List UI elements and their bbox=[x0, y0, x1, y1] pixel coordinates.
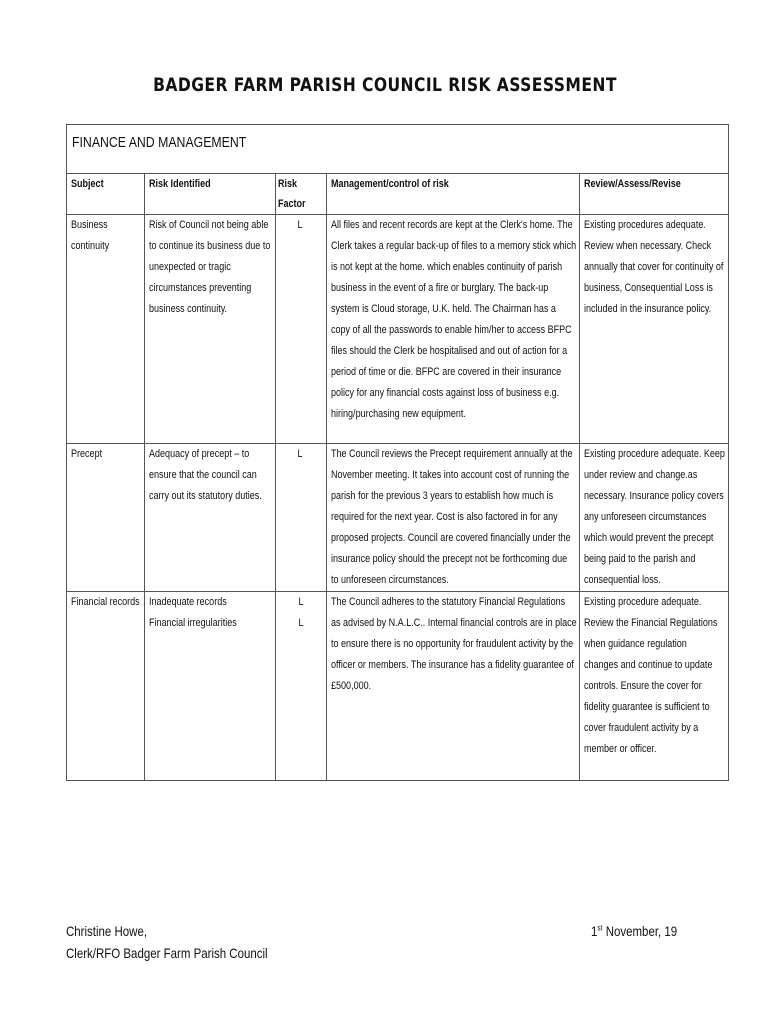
section-heading-text: FINANCE AND MANAGEMENT bbox=[72, 134, 247, 151]
review-cell: Existing procedure adequate. Review the Financial Regulations when guidance regulation changes and continue to update controls. Ensure the cover for fidelity guarantee is sufficient to cover fraudulent activity by a member or officer. bbox=[579, 592, 728, 781]
risk-line: Financial irregularities bbox=[148, 617, 237, 629]
risk-factor-line: L bbox=[297, 617, 304, 629]
table-row bbox=[67, 215, 728, 444]
date-rest: November, 19 bbox=[602, 923, 678, 939]
document-date bbox=[591, 920, 677, 942]
review-cell: Existing procedure adequate. Keep under review and change.as necessary. Insurance policy covers any unforeseen circumstances which would prevent the precept being paid to the parish and consequential loss. bbox=[579, 444, 728, 592]
subject-cell: Business continuity bbox=[67, 215, 144, 444]
risk-cell: Risk of Council not being able to continue its business due to unexpected or tragic circumstances preventing business continuity. bbox=[144, 215, 275, 444]
column-header: Subject bbox=[67, 174, 144, 215]
management-cell: The Council adheres to the statutory Financial Regulations as advised by N.A.L.C.. Internal financial controls are in place to ensure there is no opportunity for fraudulent activity by the officer or members. The insurance has a fidelity guarantee of £500,000. bbox=[326, 592, 579, 781]
subject-cell: Precept bbox=[67, 444, 144, 592]
review-cell: Existing procedures adequate. Review when necessary. Check annually that cover for continuity of business, Consequential Loss is included in the insurance policy. bbox=[579, 215, 728, 444]
table-row bbox=[67, 592, 728, 781]
risk-factor-cell bbox=[275, 592, 326, 781]
risk-factor-cell: L bbox=[275, 215, 326, 444]
risk-line: Inadequate records bbox=[148, 596, 227, 608]
risk-assessment-table-frame bbox=[66, 124, 729, 781]
section-heading bbox=[67, 125, 728, 174]
signatory-role: Clerk/RFO Badger Farm Parish Council bbox=[66, 945, 268, 961]
risk-cell: Adequacy of precept – to ensure that the council can carry out its statutory duties. bbox=[144, 444, 275, 592]
table-row bbox=[67, 444, 728, 592]
management-cell: All files and recent records are kept at the Clerk's home. The Clerk takes a regular back-up of files to a memory stick which is not kept at the home. which enables continuity of parish business in the event of a fire or burglary. The back-up system is Cloud storage, U.K. held. The Chairman has a copy of all the passwords to enable him/her to access BFPC files should the Clerk be hospitalised and out of action for a period of time or die. BFPC are covered in their insurance policy for any financial costs against loss of business e.g. hiring/purchasing new equipment. bbox=[326, 215, 579, 444]
risk-cell bbox=[144, 592, 275, 781]
risk-table bbox=[67, 174, 728, 780]
management-cell: The Council reviews the Precept requirement annually at the November meeting. It takes into account cost of running the parish for the previous 3 years to establish how much is required for the next year. Cost is also factored in for any proposed projects. Council are covered financially under the insurance policy should the precept not be forthcoming due to unforeseen circumstances. bbox=[326, 444, 579, 592]
column-header: Risk Factor bbox=[275, 174, 326, 215]
subject-cell: Financial records bbox=[67, 592, 144, 781]
date-suffix: st bbox=[597, 923, 603, 933]
document-title: BADGER FARM PARISH COUNCIL RISK ASSESSMENT bbox=[153, 74, 617, 96]
risk-factor-cell: L bbox=[275, 444, 326, 592]
column-header: Risk Identified bbox=[144, 174, 275, 215]
date-day: 1 bbox=[591, 923, 598, 939]
signatory-name: Christine Howe, bbox=[66, 923, 148, 939]
column-header: Management/control of risk bbox=[326, 174, 579, 215]
risk-factor-line: L bbox=[297, 596, 304, 608]
table-header-row bbox=[67, 174, 728, 215]
signature-block bbox=[66, 920, 312, 964]
column-header: Review/Assess/Revise bbox=[583, 178, 681, 190]
